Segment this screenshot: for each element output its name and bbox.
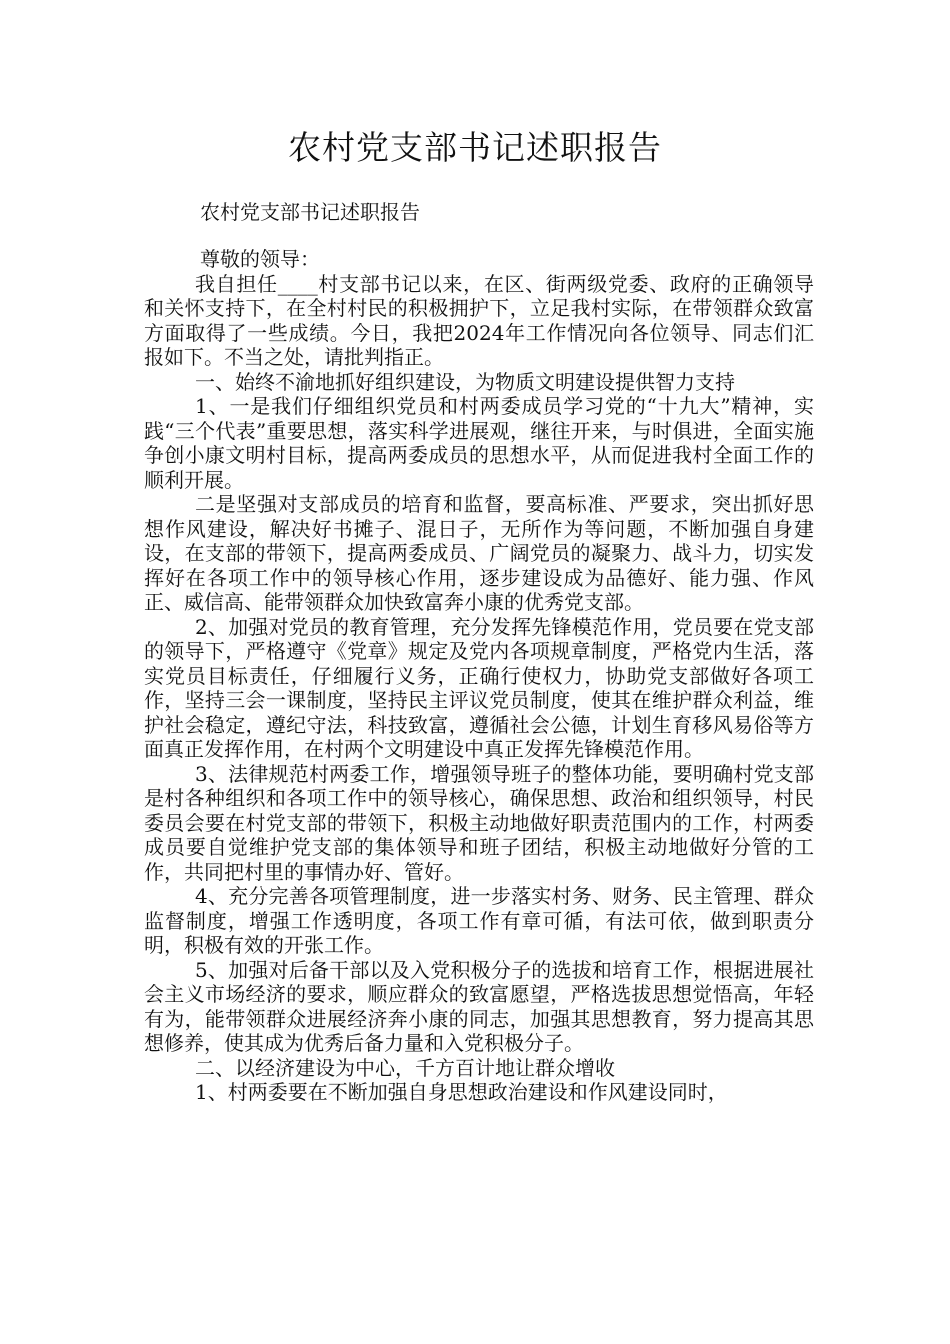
paragraph-1-4: 4、充分完善各项管理制度，进一步落实村务、财务、民主管理、群众监督制度，增强工作透明度，各项工作有章可循，有法可依，做到职责分明，积极有效的开张工作。 bbox=[144, 884, 814, 957]
paragraph-1-5: 5、加强对后备干部以及入党积极分子的选拔和培育工作，根据进展社会主义市场经济的要求，顺应群众的致富愿望，严格选拔思想觉悟高，年轻有为，能带领群众进展经济奔小康的同志，加强其思想教育，努力提高其思想修养，使其成为优秀后备力量和入党积极分子。 bbox=[144, 957, 814, 1055]
section-heading-2: 二、以经济建设为中心，千方百计地让群众增收 bbox=[195, 1055, 615, 1080]
paragraph-1-1b: 二是坚强对支部成员的培育和监督，要高标准、严要求，突出抓好思想作风建设，解决好书摊子、混日子，无所作为等问题，不断加强自身建设，在支部的带领下，提高两委成员、广阔党员的凝聚力、战斗力，切实发挥好在各项工作中的领导核心作用，逐步建设成为品德好、能力强、作风正、威信高、能带领群众加快致富奔小康的优秀党支部。 bbox=[144, 492, 814, 614]
section-heading-1: 一、始终不渝地抓好组织建设，为物质文明建设提供智力支持 bbox=[195, 369, 735, 394]
document-title: 农村党支部书记述职报告 bbox=[288, 128, 662, 167]
paragraph-1-1: 1、一是我们仔细组织党员和村两委成员学习党的“十九大”精神，实践“三个代表”重要思想，落实科学进展观，继往开来，与时俱进，全面实施争创小康文明村目标，提高两委成员的思想水平，从而促进我村全面工作的顺利开展。 bbox=[144, 394, 814, 492]
document-subtitle: 农村党支部书记述职报告 bbox=[200, 200, 420, 224]
paragraph-intro: 我自担任____村支部书记以来，在区、街两级党委、政府的正确领导和关怀支持下，在全村村民的积极拥护下，立足我村实际，在带领群众致富方面取得了一些成绩。今日，我把2024年工作情况向各位领导、同志们汇报如下。不当之处，请批判指正。 bbox=[144, 271, 814, 369]
greeting: 尊敬的领导： bbox=[200, 247, 320, 271]
paragraph-1-2: 2、加强对党员的教育管理，充分发挥先锋模范作用，党员要在党支部的领导下，严格遵守《党章》规定及党内各项规章制度，严格党内生活，落实党员目标责任，仔细履行义务，正确行使权力，协助党支部做好各项工作，坚持三会一课制度，坚持民主评议党员制度，使其在维护群众利益，维护社会稳定，遵纪守法，科技致富，遵循社会公德，计划生育移风易俗等方面真正发挥作用，在村两个文明建设中真正发挥先锋模范作用。 bbox=[144, 614, 814, 761]
paragraph-1-3: 3、法律规范村两委工作，增强领导班子的整体功能，要明确村党支部是村各种组织和各项工作中的领导核心，确保思想、政治和组织领导，村民委员会要在村党支部的带领下，积极主动地做好职责范围内的工作，村两委成员要自觉维护党支部的集体领导和班子团结，积极主动地做好分管的工作，共同把村里的事情办好、管好。 bbox=[144, 761, 814, 884]
document-body bbox=[144, 247, 814, 1105]
paragraph-2-1: 1、村两委要在不断加强自身思想政治建设和作风建设同时， bbox=[195, 1080, 728, 1104]
